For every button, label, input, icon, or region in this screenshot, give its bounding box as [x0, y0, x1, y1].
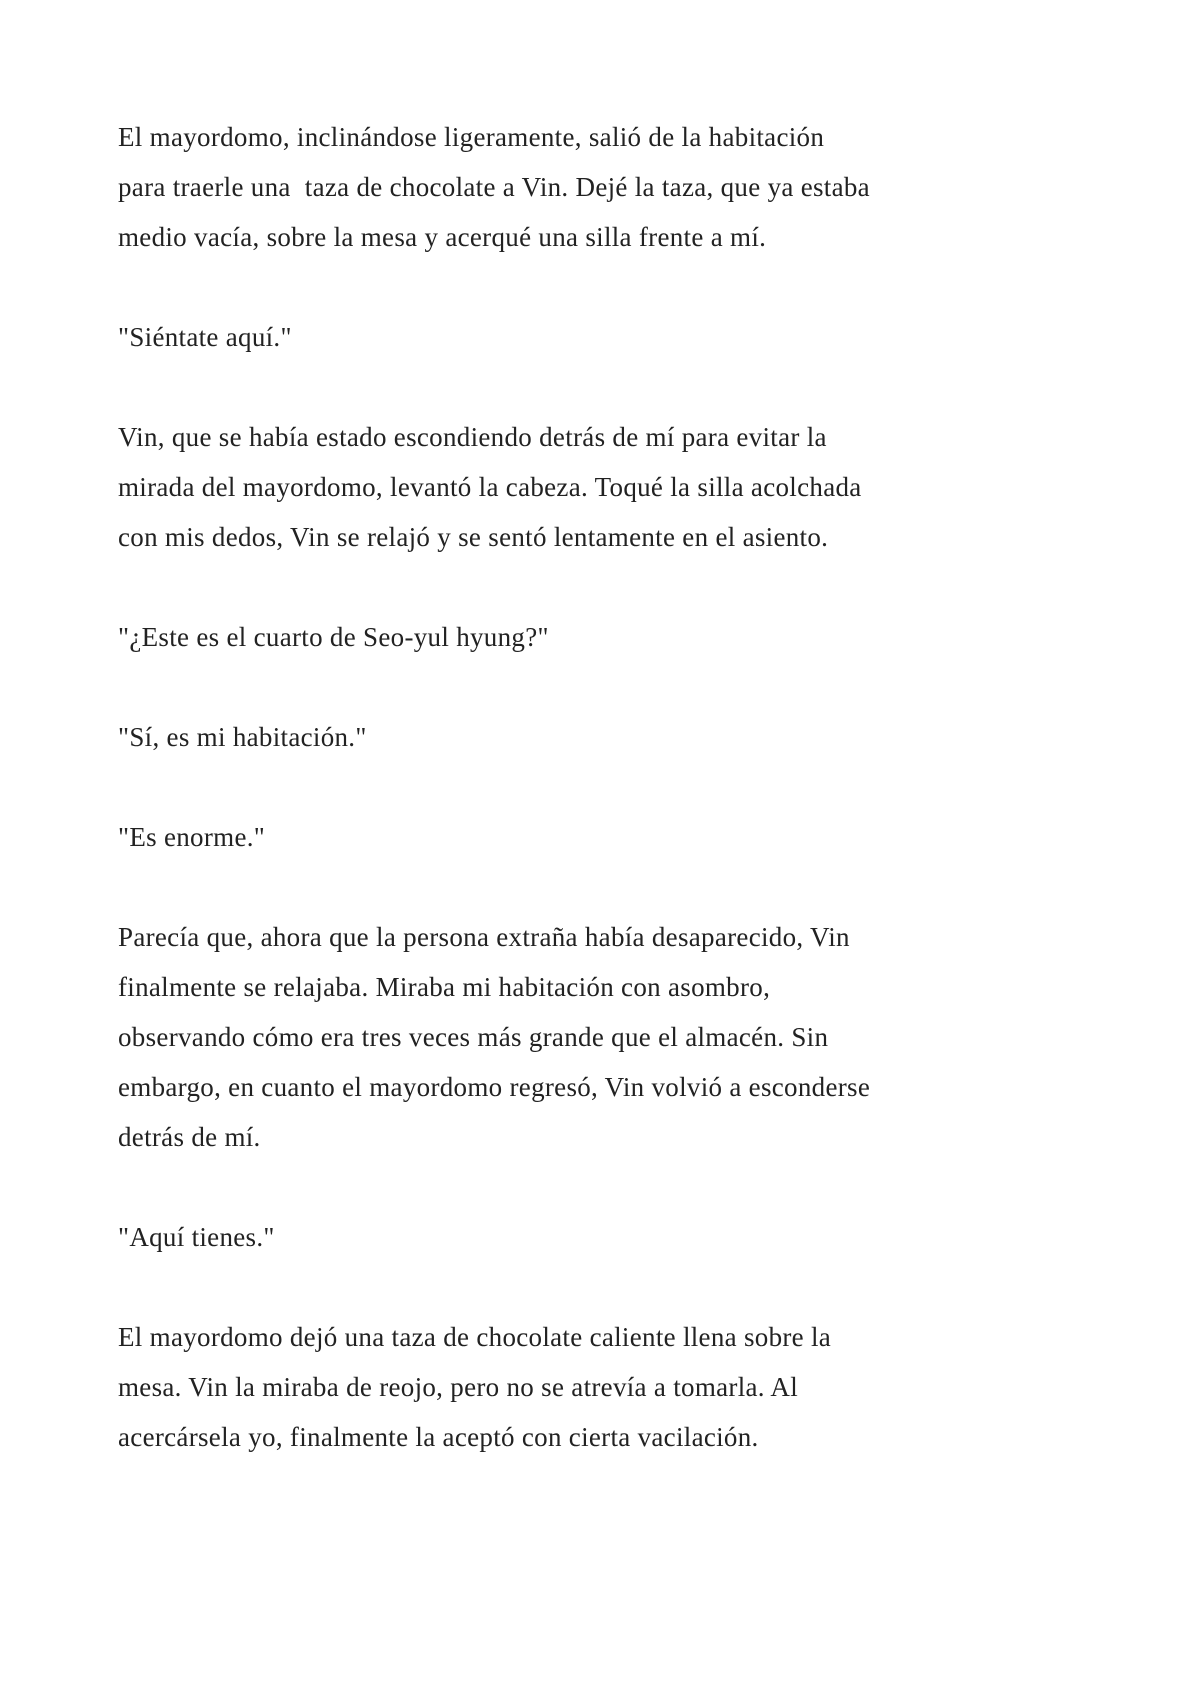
text-line: "Aquí tienes." — [118, 1222, 275, 1252]
dialogue-paragraph — [118, 612, 1118, 662]
narrative-paragraph — [118, 412, 1118, 562]
text-line: embargo, en cuanto el mayordomo regresó, Vin volvió a esconderse — [118, 1072, 871, 1102]
dialogue-paragraph — [118, 712, 1118, 762]
text-line: finalmente se relajaba. Miraba mi habitación con asombro, — [118, 972, 771, 1002]
text-line: mirada del mayordomo, levantó la cabeza. Toqué la silla acolchada — [118, 472, 862, 502]
dialogue-paragraph — [118, 812, 1118, 862]
text-line: El mayordomo, inclinándose ligeramente, salió de la habitación — [118, 122, 825, 152]
dialogue-paragraph — [118, 312, 1118, 362]
text-line: observando cómo era tres veces más grande que el almacén. Sin — [118, 1022, 829, 1052]
narrative-paragraph — [118, 912, 1118, 1162]
text-line: "Es enorme." — [118, 822, 266, 852]
dialogue-paragraph — [118, 1212, 1118, 1262]
text-line: Vin, que se había estado escondiendo detrás de mí para evitar la — [118, 422, 827, 452]
text-line: detrás de mí. — [118, 1122, 261, 1152]
text-line: Parecía que, ahora que la persona extraña había desaparecido, Vin — [118, 922, 850, 952]
text-line: "Sí, es mi habitación." — [118, 722, 367, 752]
text-line: mesa. Vin la miraba de reojo, pero no se atrevía a tomarla. Al — [118, 1372, 798, 1402]
text-line: para traerle una taza de chocolate a Vin. Dejé la taza, que ya estaba — [118, 172, 870, 202]
text-line: El mayordomo dejó una taza de chocolate caliente llena sobre la — [118, 1322, 832, 1352]
narrative-paragraph — [118, 1312, 1118, 1462]
text-line: con mis dedos, Vin se relajó y se sentó lentamente en el asiento. — [118, 522, 829, 552]
text-line: "¿Este es el cuarto de Seo-yul hyung?" — [118, 622, 549, 652]
text-line: medio vacía, sobre la mesa y acerqué una silla frente a mí. — [118, 222, 767, 252]
document-page — [118, 112, 1118, 1512]
narrative-paragraph — [118, 112, 1118, 262]
text-line: "Siéntate aquí." — [118, 322, 292, 352]
text-line: acercársela yo, finalmente la aceptó con cierta vacilación. — [118, 1422, 759, 1452]
